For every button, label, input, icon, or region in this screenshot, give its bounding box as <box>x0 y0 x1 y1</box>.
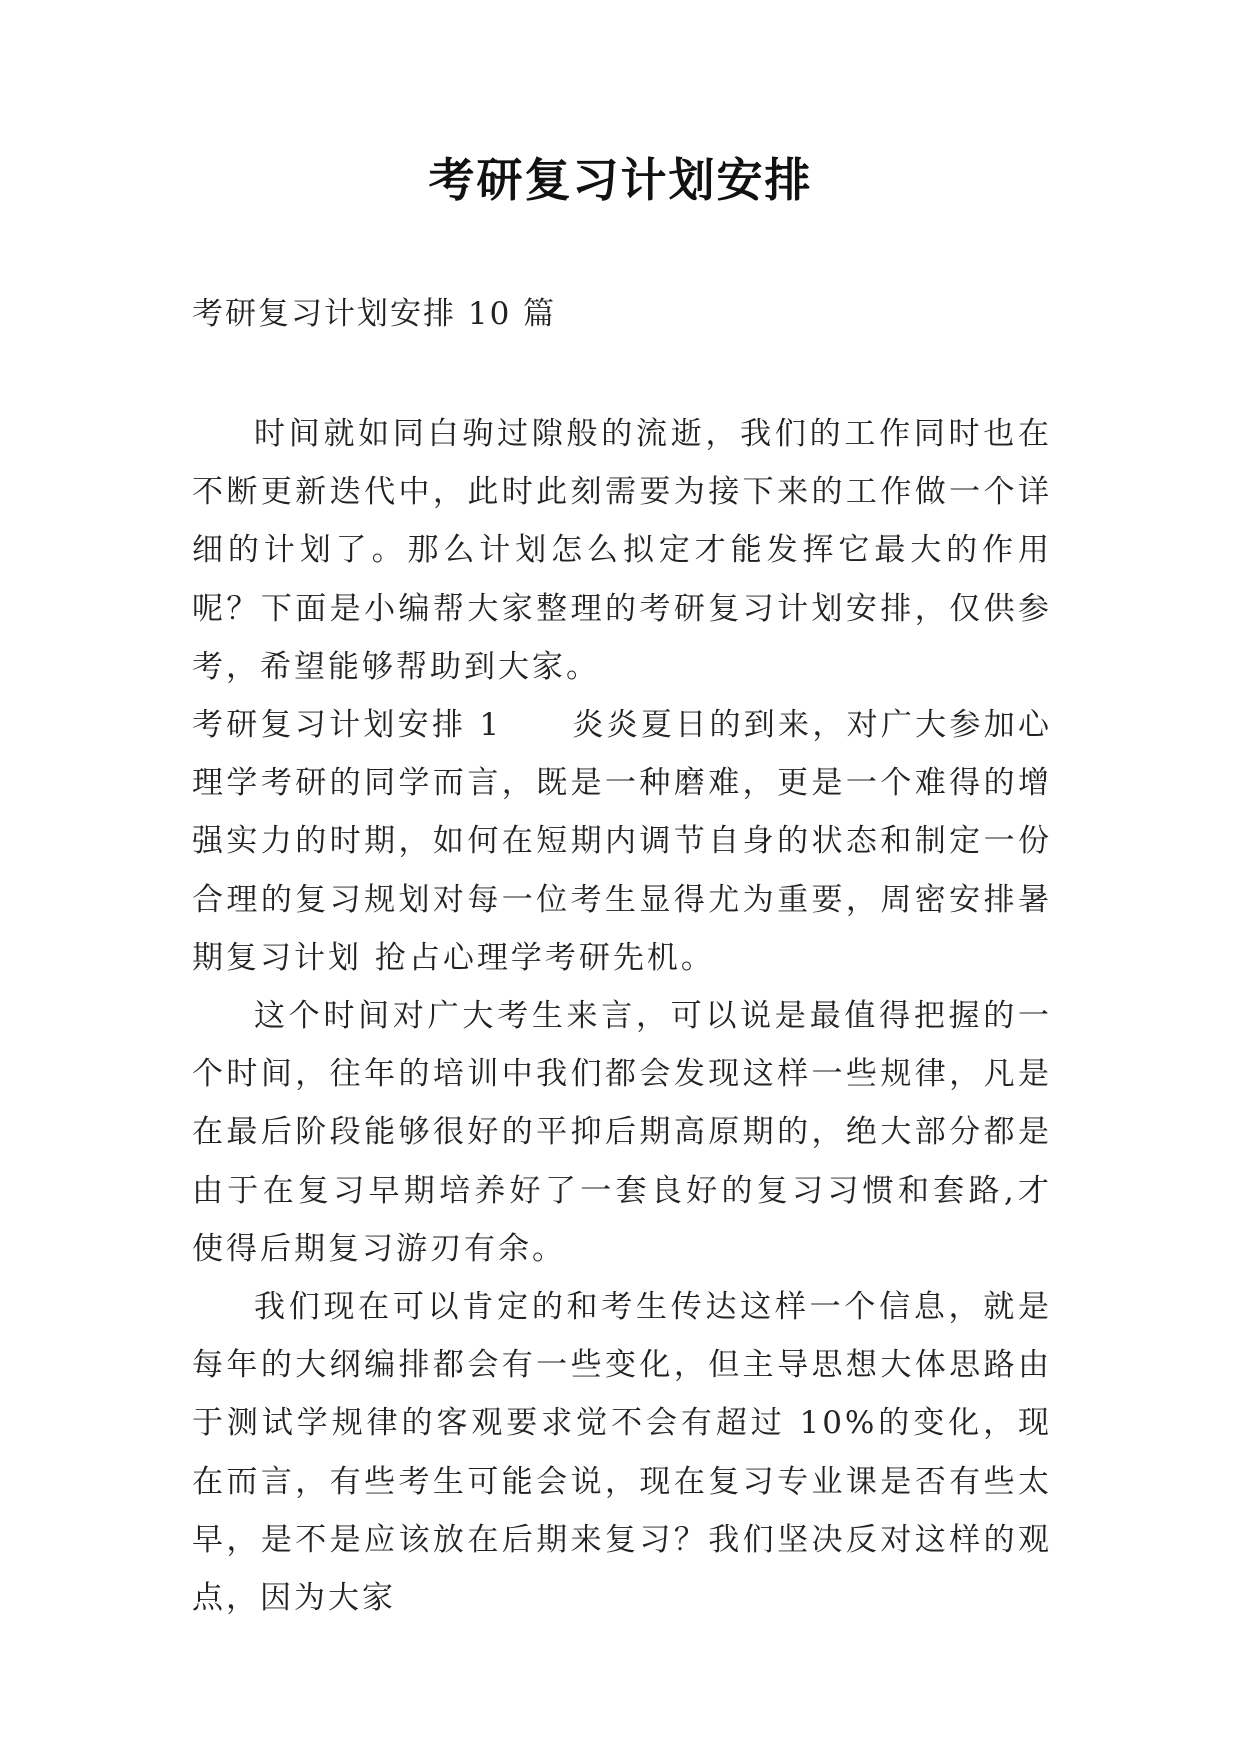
body-paragraph-2: 这个时间对广大考生来言，可以说是最值得把握的一个时间，往年的培训中我们都会发现这样一些规律，凡是在最后阶段能够很好的平抑后期高原期的，绝大部分都是由于在复习早期培养好了一套良好的复习习惯和套路,才使得后期复习游刃有余。 <box>192 998 1052 1267</box>
document-title: 考研复习计划安排 <box>428 153 813 207</box>
section1-heading: 考研复习计划安排 1 <box>192 707 503 744</box>
section1-text: 炎炎夏日的到来，对广大参加心理学考研的同学而言，既是一种磨难，更是一个难得的增强实力的时期，如何在短期内调节自身的状态和制定一份合理的复习规划对每一位考生显得尤为重要，周密安排暑期复习计划 抢占心理学考研先机。 <box>192 707 1053 976</box>
body-paragraph-3: 我们现在可以肯定的和考生传达这样一个信息，就是每年的大纲编排都会有一些变化，但主导思想大体思路由于测试学规律的客观要求觉不会有超过 10%的变化，现在而言，有些考生可能会说，现在复习专业课是否有些太早，是不是应该放在后期来复习？我们坚决反对这样的观点，因为大家 <box>192 1289 1052 1617</box>
intro-paragraph: 时间就如同白驹过隙般的流逝，我们的工作同时也在不断更新迭代中，此时此刻需要为接下来的工作做一个详细的计划了。那么计划怎么拟定才能发挥它最大的作用呢？下面是小编帮大家整理的考研复习计划安排，仅供参考，希望能够帮助到大家。 <box>192 416 1052 685</box>
section1-paragraph <box>192 696 1052 987</box>
document-body <box>192 405 1052 1627</box>
document-subtitle: 考研复习计划安排 10 篇 <box>192 296 557 332</box>
